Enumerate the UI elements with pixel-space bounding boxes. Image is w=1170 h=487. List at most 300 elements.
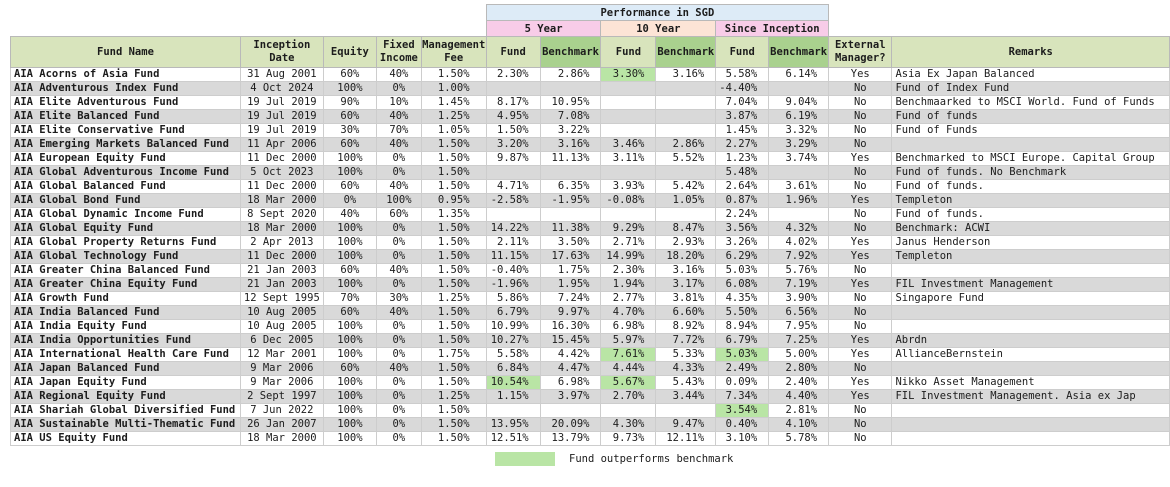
cell-name: AIA India Equity Fund <box>11 320 241 334</box>
cell-equity: 0% <box>323 194 376 208</box>
cell-y10b: 8.47% <box>656 222 716 236</box>
table-row <box>11 334 1170 348</box>
cell-equity: 100% <box>323 418 376 432</box>
cell-y10b <box>656 82 716 96</box>
cell-fixed: 0% <box>377 320 422 334</box>
cell-fixed: 0% <box>377 236 422 250</box>
cell-ext: No <box>829 432 892 446</box>
cell-y5b: 7.08% <box>540 110 601 124</box>
column-header-row <box>11 37 1170 68</box>
cell-ext: No <box>829 110 892 124</box>
cell-fixed: 0% <box>377 418 422 432</box>
cell-fixed: 0% <box>377 348 422 362</box>
period-band-row <box>11 21 1170 37</box>
table-row <box>11 362 1170 376</box>
cell-sif: 4.35% <box>716 292 769 306</box>
table-row <box>11 432 1170 446</box>
cell-y5f: 3.20% <box>486 138 540 152</box>
cell-y5f: 2.11% <box>486 236 540 250</box>
cell-y5b: 3.16% <box>540 138 601 152</box>
cell-y5b <box>540 208 601 222</box>
cell-ext: No <box>829 418 892 432</box>
cell-fixed: 70% <box>377 124 422 138</box>
cell-y5b: 1.75% <box>540 264 601 278</box>
cell-fee: 1.00% <box>421 82 486 96</box>
cell-date: 11 Dec 2000 <box>240 180 323 194</box>
cell-y10f: 2.30% <box>601 264 656 278</box>
table-row <box>11 96 1170 110</box>
cell-date: 10 Aug 2005 <box>240 306 323 320</box>
cell-name: AIA Japan Equity Fund <box>11 376 241 390</box>
cell-sib: 3.74% <box>769 152 829 166</box>
cell-sif: 5.03% <box>716 348 769 362</box>
cell-name: AIA Elite Balanced Fund <box>11 110 241 124</box>
cell-sib: 4.10% <box>769 418 829 432</box>
table-row <box>11 208 1170 222</box>
cell-y10f: 9.73% <box>601 432 656 446</box>
cell-sif: 3.87% <box>716 110 769 124</box>
cell-fee: 1.50% <box>421 152 486 166</box>
cell-remarks: Templeton <box>892 250 1170 264</box>
col-header-5y-fund: Fund <box>486 37 540 68</box>
table-row <box>11 166 1170 180</box>
cell-name: AIA US Equity Fund <box>11 432 241 446</box>
col-header-external-manager: External Manager? <box>829 37 892 68</box>
cell-fixed: 0% <box>377 404 422 418</box>
cell-y5b: 4.42% <box>540 348 601 362</box>
cell-date: 21 Jan 2003 <box>240 278 323 292</box>
table-row <box>11 68 1170 82</box>
cell-remarks <box>892 404 1170 418</box>
cell-fixed: 0% <box>377 166 422 180</box>
cell-y5b: 9.97% <box>540 306 601 320</box>
cell-sib: 6.19% <box>769 110 829 124</box>
cell-y10f: 4.44% <box>601 362 656 376</box>
col-header-10y-fund: Fund <box>601 37 656 68</box>
cell-y10b: 3.17% <box>656 278 716 292</box>
cell-sib: 4.40% <box>769 390 829 404</box>
cell-fixed: 40% <box>377 68 422 82</box>
cell-remarks <box>892 362 1170 376</box>
cell-equity: 90% <box>323 96 376 110</box>
cell-y10b: 2.86% <box>656 138 716 152</box>
cell-y5f: 10.27% <box>486 334 540 348</box>
cell-y10b: 5.43% <box>656 376 716 390</box>
cell-sib <box>769 208 829 222</box>
cell-ext: Yes <box>829 68 892 82</box>
cell-sif: 6.79% <box>716 334 769 348</box>
table-row <box>11 110 1170 124</box>
cell-date: 11 Dec 2000 <box>240 250 323 264</box>
cell-sif: 0.40% <box>716 418 769 432</box>
cell-sif: 2.64% <box>716 180 769 194</box>
cell-name: AIA International Health Care Fund <box>11 348 241 362</box>
cell-date: 8 Sept 2020 <box>240 208 323 222</box>
cell-sif: 7.34% <box>716 390 769 404</box>
cell-sif: 2.27% <box>716 138 769 152</box>
cell-sib: 7.95% <box>769 320 829 334</box>
cell-y5b <box>540 166 601 180</box>
cell-ext: No <box>829 306 892 320</box>
band-performance-in-sgd: Performance in SGD <box>486 5 828 21</box>
cell-fixed: 40% <box>377 264 422 278</box>
col-header-10y-benchmark: Benchmark <box>656 37 716 68</box>
cell-y5f: 14.22% <box>486 222 540 236</box>
cell-remarks <box>892 264 1170 278</box>
cell-sif: 2.24% <box>716 208 769 222</box>
cell-y10f <box>601 208 656 222</box>
cell-y5f: 11.15% <box>486 250 540 264</box>
table-row <box>11 250 1170 264</box>
cell-fee: 1.50% <box>421 138 486 152</box>
cell-ext: Yes <box>829 250 892 264</box>
cell-remarks: Fund of funds <box>892 110 1170 124</box>
cell-equity: 60% <box>323 110 376 124</box>
cell-y5f: -2.58% <box>486 194 540 208</box>
cell-y5f: -1.96% <box>486 278 540 292</box>
cell-y5f: 8.17% <box>486 96 540 110</box>
cell-fixed: 0% <box>377 250 422 264</box>
cell-date: 9 Mar 2006 <box>240 362 323 376</box>
cell-fixed: 40% <box>377 138 422 152</box>
cell-sib: 9.04% <box>769 96 829 110</box>
cell-ext: Yes <box>829 334 892 348</box>
cell-equity: 60% <box>323 264 376 278</box>
cell-ext: No <box>829 320 892 334</box>
cell-y10f: 2.71% <box>601 236 656 250</box>
cell-ext: Yes <box>829 376 892 390</box>
cell-sib: 2.40% <box>769 376 829 390</box>
cell-ext: No <box>829 404 892 418</box>
cell-remarks: Asia Ex Japan Balanced <box>892 68 1170 82</box>
cell-remarks: Nikko Asset Management <box>892 376 1170 390</box>
cell-equity: 100% <box>323 432 376 446</box>
cell-date: 7 Jun 2022 <box>240 404 323 418</box>
cell-equity: 70% <box>323 292 376 306</box>
cell-y10b: 5.42% <box>656 180 716 194</box>
cell-remarks: Fund of Index Fund <box>892 82 1170 96</box>
cell-y5b: 20.09% <box>540 418 601 432</box>
cell-fee: 1.50% <box>421 180 486 194</box>
cell-y5f <box>486 208 540 222</box>
cell-name: AIA Greater China Balanced Fund <box>11 264 241 278</box>
cell-ext: Yes <box>829 152 892 166</box>
col-header-inception-date: Inception Date <box>240 37 323 68</box>
cell-y5b: 6.98% <box>540 376 601 390</box>
cell-sif: 3.56% <box>716 222 769 236</box>
cell-y10b: 3.44% <box>656 390 716 404</box>
cell-fixed: 40% <box>377 180 422 194</box>
col-header-equity: Equity <box>323 37 376 68</box>
table-row <box>11 404 1170 418</box>
cell-y5f: 4.95% <box>486 110 540 124</box>
cell-y10f: 2.77% <box>601 292 656 306</box>
cell-name: AIA Sustainable Multi-Thematic Fund <box>11 418 241 432</box>
cell-y5b: 11.13% <box>540 152 601 166</box>
cell-y10b: 18.20% <box>656 250 716 264</box>
band-5-year: 5 Year <box>486 21 601 37</box>
cell-remarks: Templeton <box>892 194 1170 208</box>
cell-ext: Yes <box>829 390 892 404</box>
cell-fee: 1.25% <box>421 292 486 306</box>
table-row <box>11 320 1170 334</box>
cell-y10b: 4.33% <box>656 362 716 376</box>
cell-sib <box>769 82 829 96</box>
cell-fee: 1.45% <box>421 96 486 110</box>
cell-fee: 1.25% <box>421 390 486 404</box>
cell-y5f <box>486 82 540 96</box>
cell-remarks: Benchmark: ACWI <box>892 222 1170 236</box>
cell-sib: 1.96% <box>769 194 829 208</box>
cell-sib: 6.14% <box>769 68 829 82</box>
cell-fee: 1.05% <box>421 124 486 138</box>
cell-name: AIA Global Dynamic Income Fund <box>11 208 241 222</box>
cell-date: 18 Mar 2000 <box>240 432 323 446</box>
cell-y10b: 2.93% <box>656 236 716 250</box>
cell-fixed: 40% <box>377 306 422 320</box>
cell-fee: 1.50% <box>421 250 486 264</box>
cell-fixed: 40% <box>377 110 422 124</box>
cell-fee: 1.50% <box>421 68 486 82</box>
cell-ext: No <box>829 222 892 236</box>
cell-remarks: Janus Henderson <box>892 236 1170 250</box>
table-row <box>11 222 1170 236</box>
cell-y10f <box>601 96 656 110</box>
cell-y10f: -0.08% <box>601 194 656 208</box>
cell-ext: No <box>829 264 892 278</box>
cell-fixed: 60% <box>377 208 422 222</box>
cell-name: AIA Global Adventurous Income Fund <box>11 166 241 180</box>
table-row <box>11 418 1170 432</box>
cell-fixed: 100% <box>377 194 422 208</box>
cell-y10b: 3.81% <box>656 292 716 306</box>
cell-name: AIA European Equity Fund <box>11 152 241 166</box>
cell-fee: 1.50% <box>421 236 486 250</box>
legend-label: Fund outperforms benchmark <box>569 452 734 465</box>
cell-y5f: 1.15% <box>486 390 540 404</box>
col-header-fixed-income: Fixed Income <box>377 37 422 68</box>
cell-ext: No <box>829 124 892 138</box>
cell-y10b <box>656 208 716 222</box>
cell-y10f: 3.93% <box>601 180 656 194</box>
table-row <box>11 152 1170 166</box>
cell-fixed: 0% <box>377 82 422 96</box>
cell-y5f: 1.50% <box>486 124 540 138</box>
cell-sif: 0.87% <box>716 194 769 208</box>
cell-y5b: 17.63% <box>540 250 601 264</box>
cell-remarks <box>892 432 1170 446</box>
cell-equity: 100% <box>323 334 376 348</box>
cell-remarks: Abrdn <box>892 334 1170 348</box>
table-row <box>11 278 1170 292</box>
cell-date: 19 Jul 2019 <box>240 124 323 138</box>
cell-y10b: 5.33% <box>656 348 716 362</box>
cell-ext: No <box>829 166 892 180</box>
cell-y5f: 2.30% <box>486 68 540 82</box>
cell-y5b: 16.30% <box>540 320 601 334</box>
cell-date: 18 Mar 2000 <box>240 222 323 236</box>
cell-equity: 40% <box>323 208 376 222</box>
table-row <box>11 306 1170 320</box>
table-row <box>11 124 1170 138</box>
cell-sif: 1.45% <box>716 124 769 138</box>
cell-remarks <box>892 306 1170 320</box>
table-row <box>11 138 1170 152</box>
cell-date: 4 Oct 2024 <box>240 82 323 96</box>
cell-y10b: 3.16% <box>656 264 716 278</box>
cell-sib: 7.25% <box>769 334 829 348</box>
cell-fixed: 0% <box>377 334 422 348</box>
cell-equity: 100% <box>323 152 376 166</box>
cell-y10b: 1.05% <box>656 194 716 208</box>
cell-remarks: Singapore Fund <box>892 292 1170 306</box>
cell-fixed: 0% <box>377 432 422 446</box>
top-right-spacer <box>829 5 1170 21</box>
cell-name: AIA Regional Equity Fund <box>11 390 241 404</box>
cell-ext: Yes <box>829 278 892 292</box>
cell-y10f <box>601 166 656 180</box>
cell-date: 31 Aug 2001 <box>240 68 323 82</box>
cell-equity: 100% <box>323 404 376 418</box>
cell-y5f: 9.87% <box>486 152 540 166</box>
cell-y5b: 10.95% <box>540 96 601 110</box>
cell-y5f <box>486 166 540 180</box>
cell-sib: 2.81% <box>769 404 829 418</box>
cell-equity: 100% <box>323 348 376 362</box>
cell-sib: 3.61% <box>769 180 829 194</box>
cell-date: 6 Dec 2005 <box>240 334 323 348</box>
cell-y10b: 6.60% <box>656 306 716 320</box>
cell-y5b <box>540 82 601 96</box>
cell-y10f: 6.98% <box>601 320 656 334</box>
cell-name: AIA Elite Adventurous Fund <box>11 96 241 110</box>
table-row <box>11 194 1170 208</box>
cell-y10f: 9.29% <box>601 222 656 236</box>
cell-fixed: 10% <box>377 96 422 110</box>
cell-y5b: 6.35% <box>540 180 601 194</box>
cell-date: 21 Jan 2003 <box>240 264 323 278</box>
cell-y10f: 2.70% <box>601 390 656 404</box>
cell-y5b: 11.38% <box>540 222 601 236</box>
cell-y10b <box>656 96 716 110</box>
cell-y5b: 15.45% <box>540 334 601 348</box>
cell-sib: 4.32% <box>769 222 829 236</box>
cell-y10f: 7.61% <box>601 348 656 362</box>
cell-equity: 60% <box>323 68 376 82</box>
cell-y5b: 7.24% <box>540 292 601 306</box>
cell-y10b: 7.72% <box>656 334 716 348</box>
cell-sif: 5.48% <box>716 166 769 180</box>
cell-ext: No <box>829 138 892 152</box>
cell-sif: 1.23% <box>716 152 769 166</box>
cell-fixed: 0% <box>377 376 422 390</box>
table-row <box>11 264 1170 278</box>
cell-equity: 30% <box>323 124 376 138</box>
cell-y10b <box>656 166 716 180</box>
cell-date: 2 Sept 1997 <box>240 390 323 404</box>
cell-remarks: AllianceBernstein <box>892 348 1170 362</box>
col-header-5y-benchmark: Benchmark <box>540 37 601 68</box>
band-10-year: 10 Year <box>601 21 716 37</box>
cell-fee: 1.50% <box>421 264 486 278</box>
cell-fee: 1.50% <box>421 404 486 418</box>
cell-fee: 1.50% <box>421 222 486 236</box>
cell-y5b: 2.86% <box>540 68 601 82</box>
cell-y5f: 12.51% <box>486 432 540 446</box>
cell-y5f: 10.54% <box>486 376 540 390</box>
cell-y10f <box>601 124 656 138</box>
cell-fee: 1.50% <box>421 362 486 376</box>
cell-equity: 100% <box>323 166 376 180</box>
cell-fixed: 0% <box>377 152 422 166</box>
cell-date: 11 Apr 2006 <box>240 138 323 152</box>
outperform-highlight-swatch <box>495 452 555 466</box>
cell-name: AIA Global Bond Fund <box>11 194 241 208</box>
fund-performance-table <box>10 4 1170 446</box>
cell-name: AIA Adventurous Index Fund <box>11 82 241 96</box>
cell-name: AIA Growth Fund <box>11 292 241 306</box>
cell-ext: No <box>829 96 892 110</box>
cell-date: 11 Dec 2000 <box>240 152 323 166</box>
cell-equity: 60% <box>323 138 376 152</box>
cell-y5b: -1.95% <box>540 194 601 208</box>
cell-y5b: 3.22% <box>540 124 601 138</box>
legend <box>495 451 1170 466</box>
cell-equity: 100% <box>323 82 376 96</box>
cell-equity: 100% <box>323 278 376 292</box>
cell-y5f: 6.84% <box>486 362 540 376</box>
cell-y10f: 4.70% <box>601 306 656 320</box>
cell-y10b: 12.11% <box>656 432 716 446</box>
cell-name: AIA Acorns of Asia Fund <box>11 68 241 82</box>
cell-sib <box>769 166 829 180</box>
cell-equity: 100% <box>323 390 376 404</box>
cell-y10f <box>601 82 656 96</box>
cell-remarks: FIL Investment Management <box>892 278 1170 292</box>
cell-y5b: 4.47% <box>540 362 601 376</box>
cell-fee: 1.25% <box>421 110 486 124</box>
cell-sib: 3.32% <box>769 124 829 138</box>
cell-remarks: Fund of funds. No Benchmark <box>892 166 1170 180</box>
cell-fixed: 0% <box>377 278 422 292</box>
cell-fixed: 0% <box>377 222 422 236</box>
cell-ext: Yes <box>829 236 892 250</box>
cell-sif: 6.29% <box>716 250 769 264</box>
cell-y5f: 5.86% <box>486 292 540 306</box>
cell-remarks: FIL Investment Management. Asia ex Jap <box>892 390 1170 404</box>
table-row <box>11 348 1170 362</box>
cell-equity: 100% <box>323 320 376 334</box>
period-right-spacer <box>829 21 1170 37</box>
cell-date: 18 Mar 2000 <box>240 194 323 208</box>
cell-sib: 5.78% <box>769 432 829 446</box>
cell-sif: 0.09% <box>716 376 769 390</box>
cell-y10b: 8.92% <box>656 320 716 334</box>
cell-name: AIA India Opportunities Fund <box>11 334 241 348</box>
cell-equity: 60% <box>323 306 376 320</box>
cell-name: AIA Greater China Equity Fund <box>11 278 241 292</box>
cell-name: AIA Global Balanced Fund <box>11 180 241 194</box>
cell-y5f: 13.95% <box>486 418 540 432</box>
cell-fixed: 0% <box>377 390 422 404</box>
table-row <box>11 390 1170 404</box>
cell-ext: No <box>829 82 892 96</box>
cell-fee: 1.35% <box>421 208 486 222</box>
cell-fee: 1.75% <box>421 348 486 362</box>
col-header-fund-name: Fund Name <box>11 37 241 68</box>
cell-equity: 60% <box>323 362 376 376</box>
cell-y10f <box>601 404 656 418</box>
